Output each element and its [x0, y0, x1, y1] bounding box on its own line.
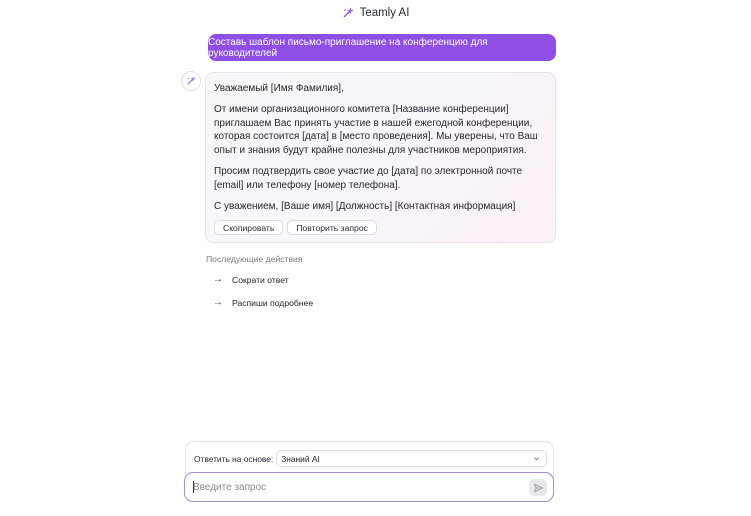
ai-avatar — [181, 71, 201, 91]
app-title: Teamly AI — [359, 7, 410, 19]
answer-basis-label: Ответить на основе: — [194, 453, 274, 464]
sparkle-wand-icon — [186, 76, 196, 86]
retry-button[interactable]: Повторить запрос — [287, 220, 377, 235]
sparkle-wand-icon — [342, 7, 354, 19]
followup-label: Сократи ответ — [232, 274, 289, 285]
answer-basis-row — [194, 450, 547, 467]
response-greeting: Уважаемый [Имя Фамилия], — [214, 83, 344, 94]
followup-label: Распиши подробнее — [232, 297, 314, 308]
followup-shorten[interactable] — [213, 274, 289, 285]
answer-basis-value: Знаний AI — [281, 453, 320, 464]
prompt-input[interactable] — [193, 482, 513, 493]
send-icon — [533, 483, 544, 493]
user-message-bubble: Составь шаблон письмо-приглашение на конференцию для руководителей — [208, 34, 556, 61]
chevron-down-icon — [533, 455, 540, 462]
send-button[interactable] — [529, 479, 547, 496]
response-paragraph: Просим подтвердить свое участие до [дата] по электронной почте [email] или телефону [номер телефона]. — [214, 165, 523, 191]
response-signature: С уважением, [Ваше имя] [Должность] [Контактная информация] — [214, 200, 516, 212]
prompt-input-box — [184, 472, 554, 502]
arrow-right-icon: → — [213, 274, 223, 285]
app-header — [0, 4, 751, 22]
ai-response-card — [205, 72, 556, 243]
response-paragraph: От имени организационного комитета [Название конференции] приглашаем Вас принять участие в нашей ежегодной конференции, которая состоится [дата] в [место проведения]. Мы уверены, что Ваш опыт и знания будут крайне полезны для участников мероприятия. — [214, 103, 538, 157]
copy-button[interactable]: Скопировать — [214, 220, 283, 235]
arrow-right-icon: → — [213, 297, 223, 308]
followup-expand[interactable] — [213, 297, 313, 308]
answer-basis-select[interactable] — [276, 450, 547, 467]
response-actions — [214, 220, 547, 235]
followups-title: Последующие действия — [206, 254, 303, 264]
